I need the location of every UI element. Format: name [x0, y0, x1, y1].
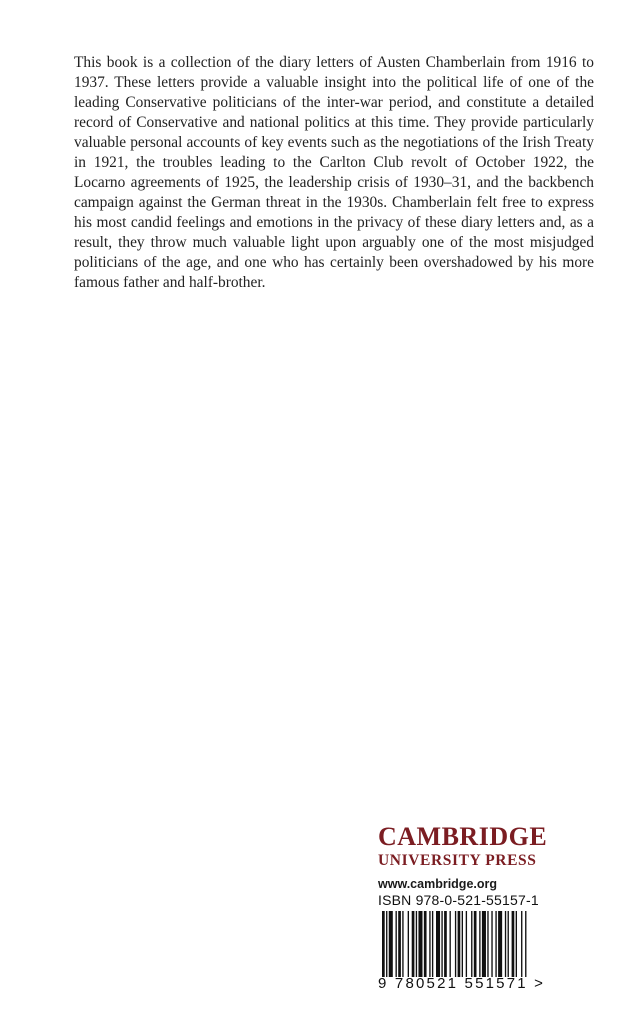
barcode-bar: [495, 911, 496, 977]
back-cover-blurb: This book is a collection of the diary letters of Austen Chamberlain from 1916 to 1937. These letters provide a valuable insight into the political life of one of the leading Conservative politicians of the inter-war period, and constitute a detailed record of Conservative and national politics at this time. They provide particularly valuable personal accounts of key events such as the negotiations of the Irish Treaty in 1921, the troubles leading to the Carlton Club revolt of October 1922, the Locarno agreements of 1925, the leadership crisis of 1930–31, and the backbench campaign against the German threat in the 1930s. Chamberlain felt free to express his most candid feelings and emotions in the privacy of these diary letters and, as a result, they throw much valuable light upon arguably one of the most misjudged politicians of the age, and one who has certainly been overshadowed by his more famous father and half-brother.: [74, 54, 594, 291]
barcode-bar: [525, 911, 526, 977]
publisher-url: www.cambridge.org: [378, 877, 498, 891]
barcode-bar: [444, 911, 447, 977]
publisher-name: CAMBRIDGE: [378, 822, 548, 851]
barcode-bar: [512, 911, 515, 977]
barcode-icon: [378, 911, 568, 977]
barcode-bar: [429, 911, 430, 977]
barcode-bar: [412, 911, 415, 977]
barcode-bar: [479, 911, 480, 977]
barcode-bar: [458, 911, 461, 977]
barcode-bar: [521, 911, 522, 977]
barcode-bar: [396, 911, 397, 977]
barcode-bar: [516, 911, 517, 977]
isbn-label: ISBN 978-0-521-55157-1: [378, 892, 539, 908]
barcode-bar: [424, 911, 427, 977]
barcode-bar: [487, 911, 488, 977]
barcode-bar: [418, 911, 422, 977]
publisher-subtitle: UNIVERSITY PRESS: [378, 852, 537, 869]
barcode-bar: [436, 911, 440, 977]
barcode-bar: [466, 911, 467, 977]
barcode-bar: [432, 911, 433, 977]
barcode-bar: [508, 911, 509, 977]
barcode-bar: [386, 911, 387, 977]
isbn-barcode-block: [378, 892, 568, 993]
barcode-bar: [471, 911, 472, 977]
barcode-bar: [455, 911, 456, 977]
barcode-bar: [462, 911, 463, 977]
barcode-bar: [402, 911, 403, 977]
barcode-bar: [408, 911, 409, 977]
barcode-bar: [482, 911, 486, 977]
barcode-digits: 9 780521 551571 >: [378, 975, 546, 992]
barcode-bar: [416, 911, 417, 977]
barcode-bar: [389, 911, 393, 977]
barcode-bar: [398, 911, 401, 977]
barcode-bar: [498, 911, 502, 977]
barcode-bar: [491, 911, 492, 977]
barcode-bar: [450, 911, 451, 977]
barcode-bar: [474, 911, 477, 977]
publisher-logo: [378, 824, 578, 892]
barcode-bar: [382, 911, 385, 977]
barcode-bar: [441, 911, 442, 977]
barcode-bar: [505, 911, 506, 977]
